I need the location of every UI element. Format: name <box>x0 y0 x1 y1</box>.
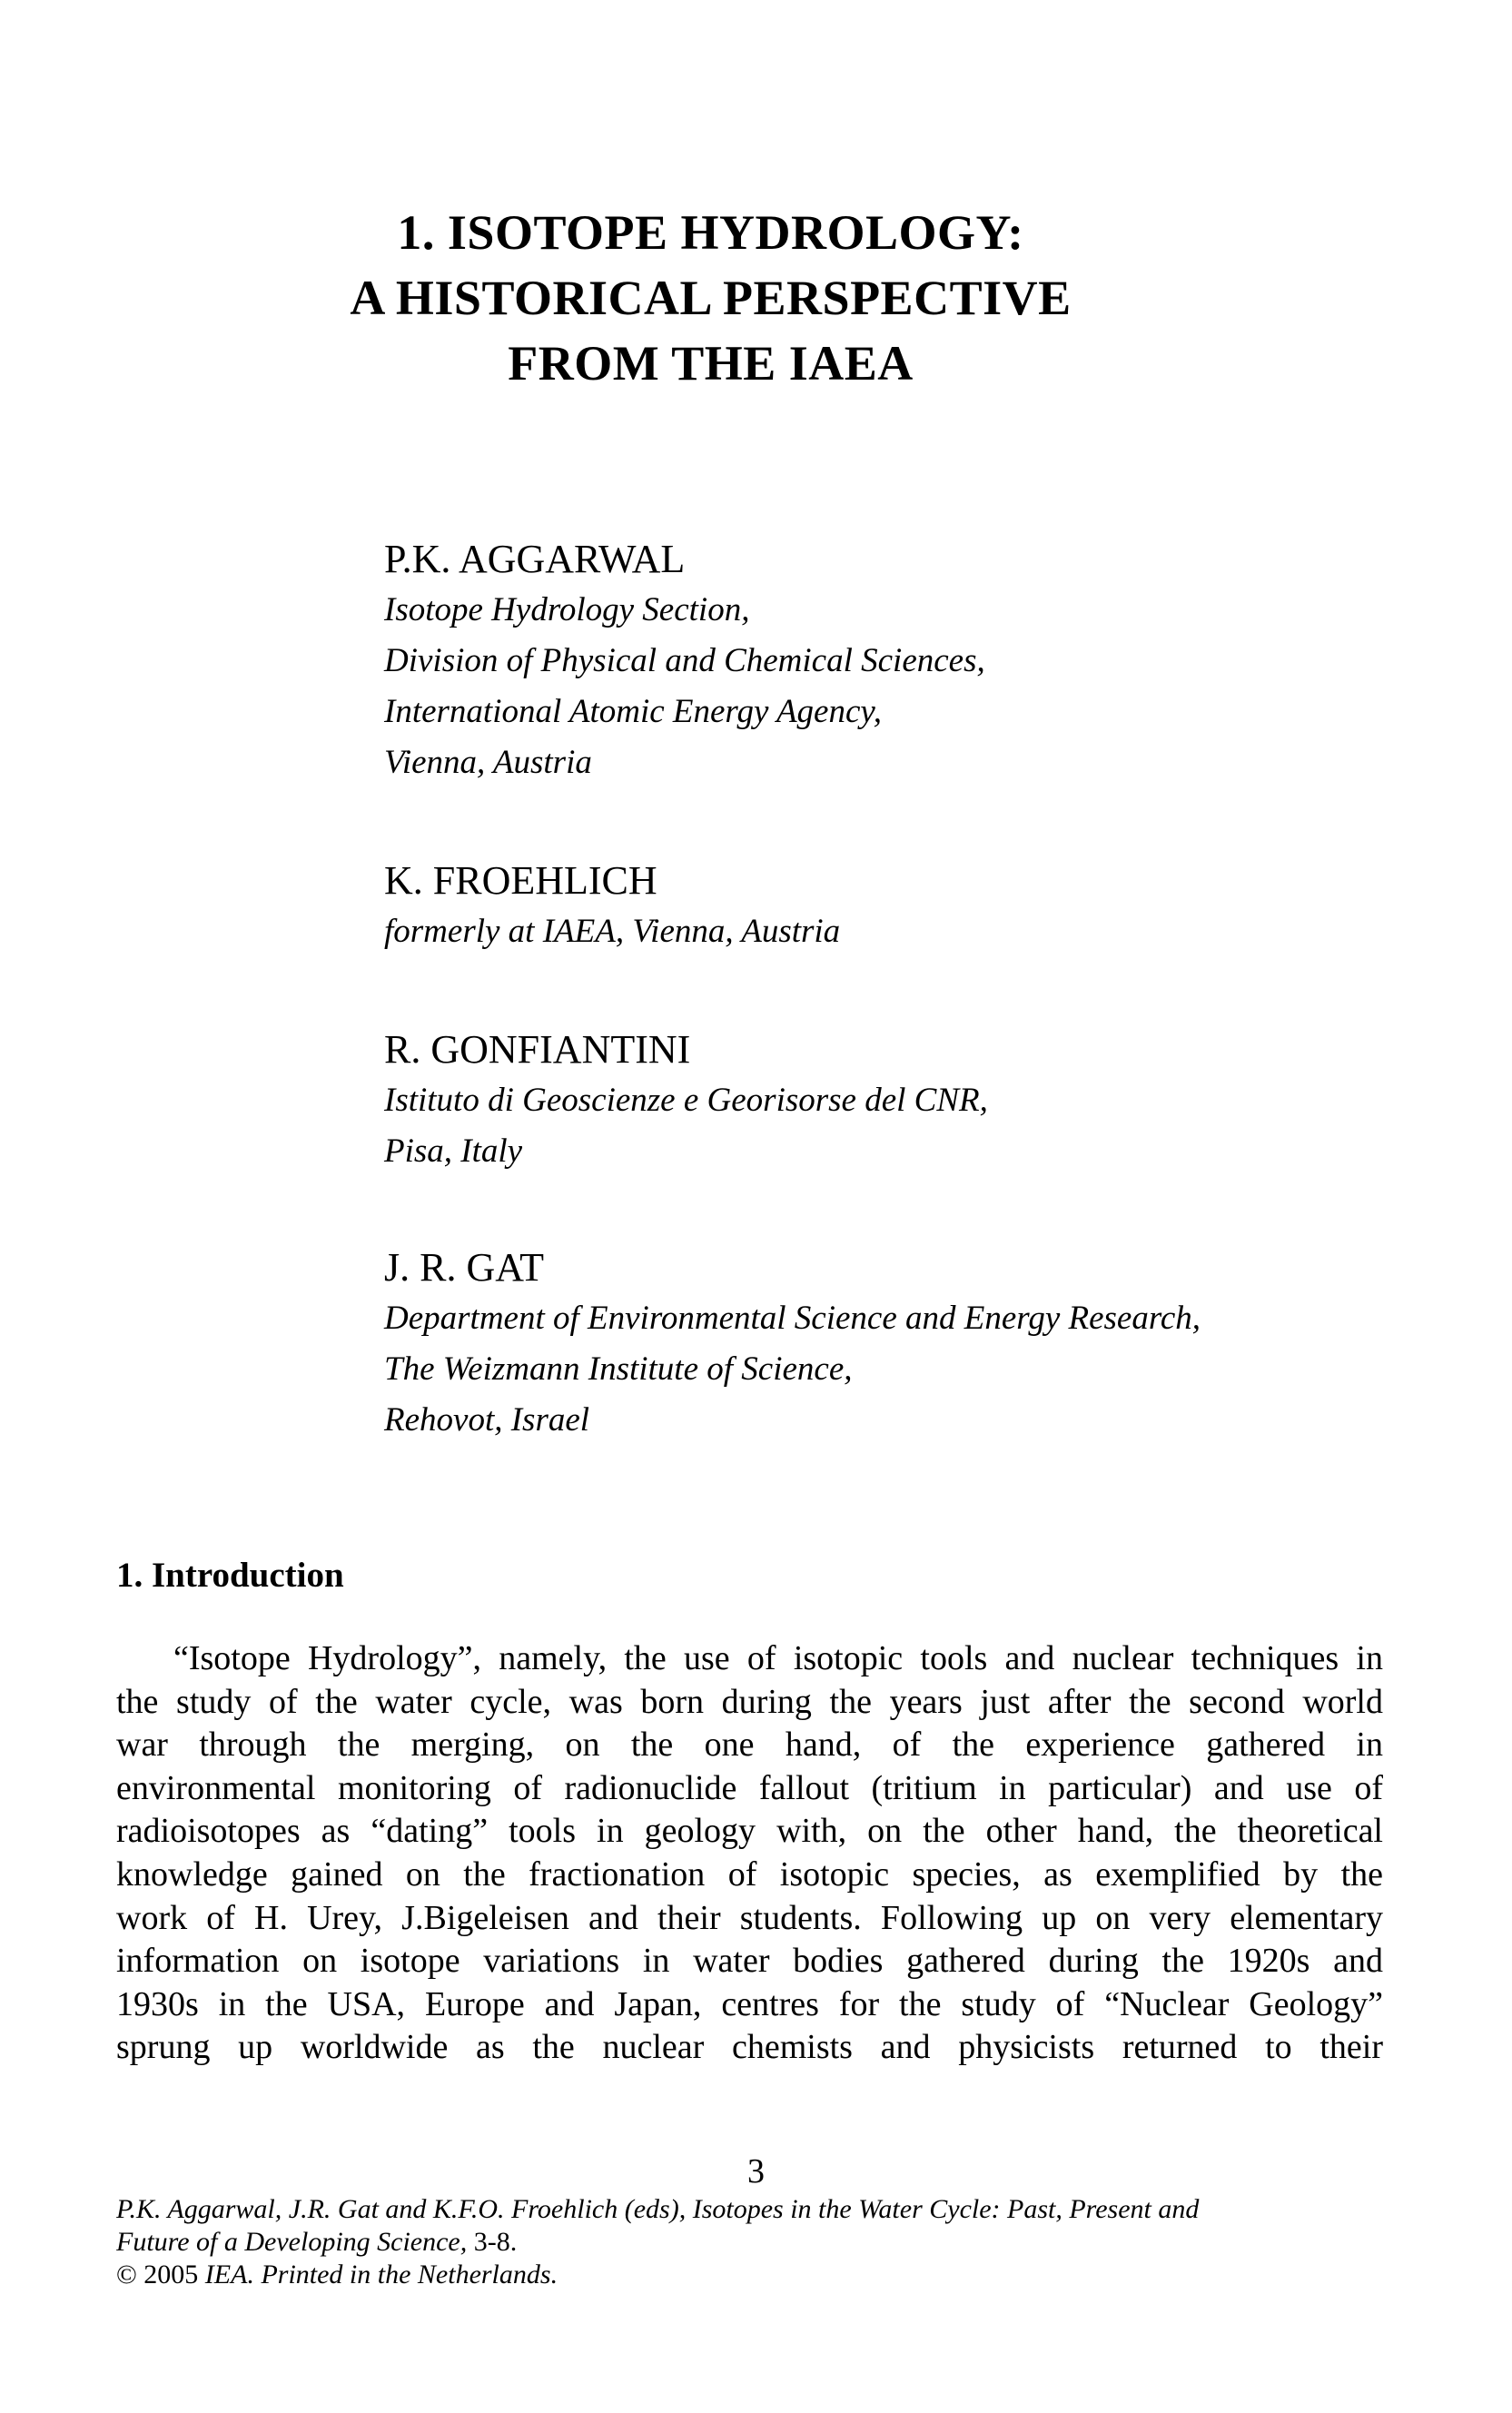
citation-line-2 <box>116 2226 1388 2259</box>
author-affiliation-line: Isotope Hydrology Section, <box>384 591 750 628</box>
author-name: P.K. AGGARWAL <box>384 537 686 581</box>
paragraph-line: “Isotope Hydrology”, namely, the use of isotopic tools and nuclear techniques in <box>173 1639 1383 1677</box>
author-affiliation-line: formerly at IAEA, Vienna, Austria <box>384 913 841 950</box>
chapter-title <box>0 200 1421 396</box>
author-affiliation-line: Istituto di Geoscienze e Georisorse del CNR, <box>384 1082 988 1119</box>
author-affiliation-line: Rehovot, Israel <box>384 1401 590 1439</box>
author-name: J. R. GAT <box>384 1245 545 1290</box>
citation-pages: 3-8. <box>467 2227 518 2257</box>
section-heading: 1. Introduction <box>116 1556 344 1595</box>
paragraph-line: environmental monitoring of radionuclide fallout (tritium in particular) and use of <box>116 1768 1383 1807</box>
paragraph-line: information on isotope variations in water bodies gathered during the 1920s and <box>116 1942 1383 1981</box>
author-name: R. GONFIANTINI <box>384 1027 691 1072</box>
citation-footer <box>116 2193 1388 2291</box>
paragraph-line: radioisotopes as “dating” tools in geology with, on the other hand, the theoretical <box>116 1812 1383 1851</box>
citation-line-1: P.K. Aggarwal, J.R. Gat and K.F.O. Froehlich (eds), Isotopes in the Water Cycle: Past, Present and <box>116 2194 1200 2224</box>
copyright-prefix: © 2005 <box>116 2260 205 2289</box>
citation-book-title: Future of a Developing Science, <box>116 2227 468 2257</box>
paragraph-line: knowledge gained on the fractionation of isotopic species, as exemplified by the <box>116 1854 1383 1894</box>
paragraph-line: work of H. Urey, J.Bigeleisen and their students. Following up on very elementary <box>116 1898 1383 1937</box>
author-affiliation-line: Pisa, Italy <box>384 1132 523 1170</box>
author-name: K. FROEHLICH <box>384 858 657 903</box>
author-block-froehlich <box>384 855 1428 957</box>
copyright-text: IEA. Printed in the Netherlands. <box>204 2260 558 2289</box>
copyright-line <box>116 2259 1388 2291</box>
author-affiliation-line: International Atomic Energy Agency, <box>384 693 883 730</box>
author-affiliation-line: The Weizmann Institute of Science, <box>384 1350 853 1388</box>
author-affiliation-line: Vienna, Austria <box>384 744 592 781</box>
author-block-aggarwal <box>384 534 1428 788</box>
paragraph-line: the study of the water cycle, was born during the years just after the second world <box>116 1682 1383 1721</box>
chapter-title-line-3: FROM THE IAEA <box>508 336 914 391</box>
author-block-gat <box>384 1242 1428 1446</box>
author-affiliation-line: Division of Physical and Chemical Sciences, <box>384 642 985 679</box>
paragraph-line: 1930s in the USA, Europe and Japan, centres for the study of “Nuclear Geology” <box>116 1984 1383 2023</box>
author-block-gonfiantini <box>384 1024 1428 1177</box>
body-paragraph <box>116 1637 1383 2070</box>
author-affiliation-line: Department of Environmental Science and Energy Research, <box>384 1300 1201 1337</box>
page-number: 3 <box>747 2152 765 2190</box>
paragraph-line: war through the merging, on the one hand, of the experience gathered in <box>116 1726 1383 1765</box>
chapter-title-line-1: 1. ISOTOPE HYDROLOGY: <box>397 205 1024 260</box>
paragraph-line: sprung up worldwide as the nuclear chemists and physicists returned to their <box>116 2028 1383 2067</box>
chapter-title-line-2: A HISTORICAL PERSPECTIVE <box>350 271 1072 325</box>
